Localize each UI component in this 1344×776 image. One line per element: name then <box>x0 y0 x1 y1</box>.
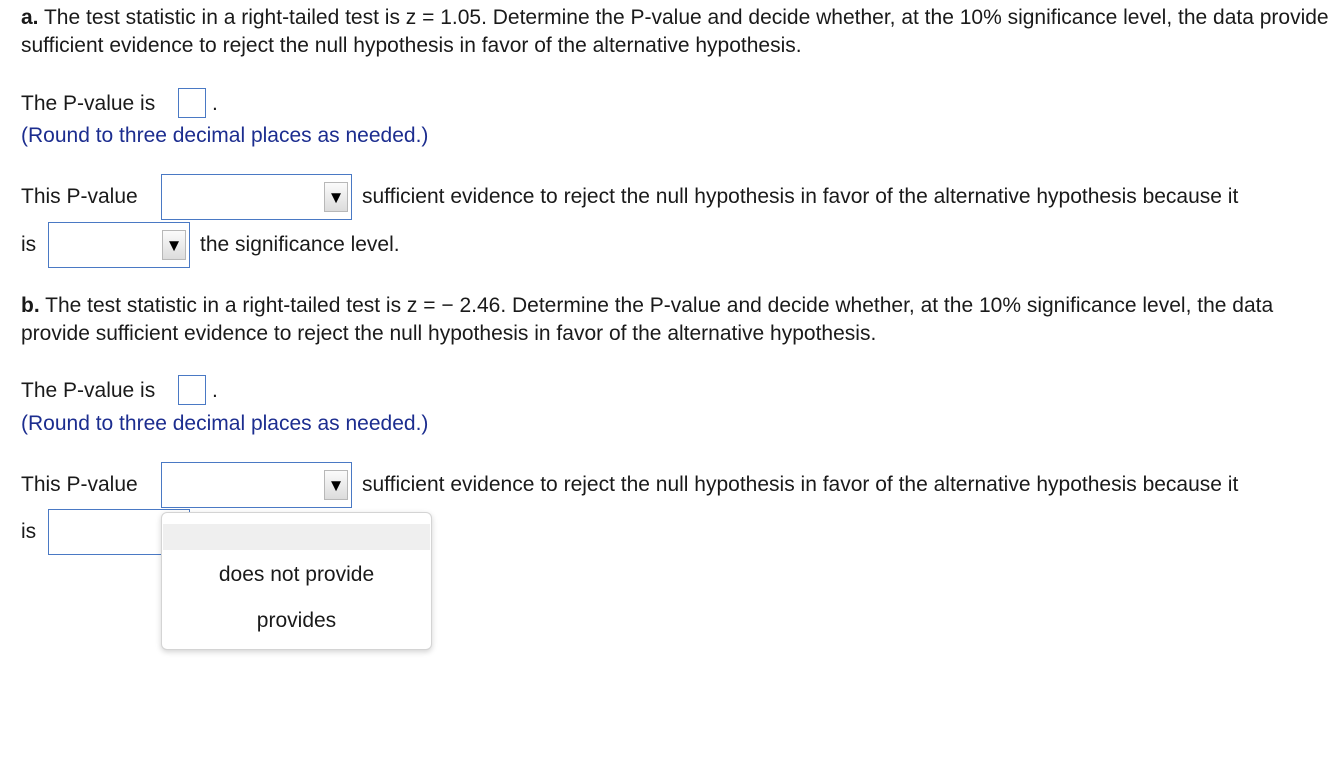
pvalue-period-a: . <box>212 92 218 115</box>
dropdown-arrow-icon[interactable]: ▼ <box>324 470 348 500</box>
pvalue-label-b: The P-value is <box>21 379 156 402</box>
this-pvalue-label-a: This P-value <box>21 185 138 208</box>
this-pvalue-label-b: This P-value <box>21 473 138 496</box>
significance-text-a: the significance level. <box>200 233 400 256</box>
dropdown-option-does-not-provide[interactable]: does not provide <box>218 563 375 586</box>
question-a-label: a. <box>21 6 39 29</box>
question-b-text: The test statistic in a right-tailed test is z = − 2.46. Determine the P-value and decide whether, at the 10% significance level, the data provide sufficient evidence to reject the null hypothesis in favor of the alternative hypothesis. <box>21 294 1274 345</box>
question-a <box>21 4 1341 60</box>
question-b <box>21 292 1341 348</box>
sufficient-text-a: sufficient evidence to reject the null hypothesis in favor of the alternative hypothesis because it <box>362 185 1239 208</box>
pvalue-label-a: The P-value is <box>21 92 156 115</box>
round-hint-b: (Round to three decimal places as needed.) <box>21 412 429 435</box>
is-label-b: is <box>21 520 37 543</box>
dropdown-option-provides[interactable]: provides <box>256 609 337 632</box>
round-hint-a: (Round to three decimal places as needed.) <box>21 124 429 147</box>
sufficient-text-b: sufficient evidence to reject the null hypothesis in favor of the alternative hypothesis because it <box>362 473 1239 496</box>
question-b-label: b. <box>21 294 40 317</box>
dropdown-arrow-icon[interactable]: ▼ <box>162 230 186 260</box>
dropdown-arrow-icon[interactable]: ▼ <box>324 182 348 212</box>
dropdown-option-blank[interactable] <box>163 524 430 550</box>
pvalue-input-a[interactable] <box>178 88 206 118</box>
evidence-dropdown-a[interactable] <box>161 174 352 220</box>
pvalue-period-b: . <box>212 379 218 402</box>
evidence-dropdown-b[interactable] <box>161 462 352 508</box>
comparison-dropdown-a[interactable] <box>48 222 190 268</box>
evidence-dropdown-menu <box>161 512 432 650</box>
pvalue-input-b[interactable] <box>178 375 206 405</box>
is-label-a: is <box>21 233 37 256</box>
question-a-text: The test statistic in a right-tailed test is z = 1.05. Determine the P-value and decide whether, at the 10% significance level, the data provide sufficient evidence to reject the null hypothesis in favor of the alternative hypothesis. <box>21 6 1329 57</box>
